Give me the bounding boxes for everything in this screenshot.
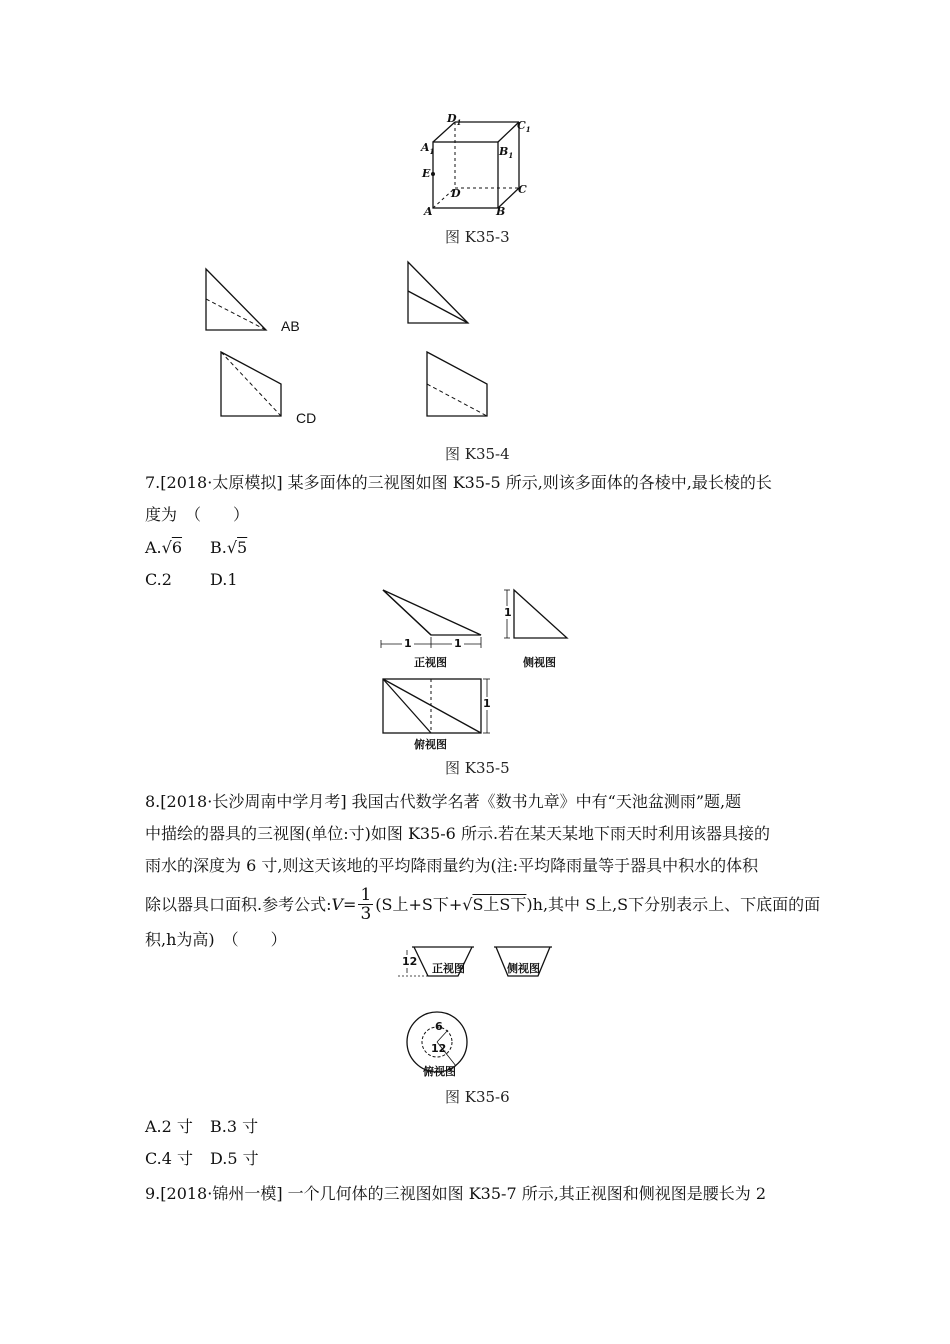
q8-option-d: D.5 寸 [210, 1149, 259, 1168]
label-front-view-6: 正视图 [432, 962, 465, 975]
q8-option-c: C.4 寸 [145, 1149, 194, 1168]
option-shape-b [402, 258, 477, 328]
q7-option-d: D.1 [210, 570, 238, 589]
q8-option-b: B.3 寸 [210, 1117, 259, 1136]
q8-line3: 雨水的深度为 6 寸,则这天该地的平均降雨量约为(注:平均降雨量等于器具中积水的体积 [145, 856, 759, 875]
label-a: A [424, 205, 433, 218]
dim-height-12: 12 [402, 955, 418, 968]
label-b: B [496, 205, 506, 218]
dim-front-2: 1 [454, 637, 462, 650]
label-c: C [518, 183, 527, 196]
label-top-view: 俯视图 [414, 738, 447, 751]
front-view-shape [383, 590, 481, 635]
dim-front-1: 1 [404, 637, 412, 650]
point-e [431, 172, 435, 176]
label-d1: $D_1$ [447, 112, 462, 128]
q8-option-a: A.2 寸 [145, 1117, 193, 1136]
option-shape-c [215, 348, 290, 420]
side-view-shape [514, 590, 567, 638]
caption-k35-4: 图 K35-4 [445, 445, 510, 463]
q7-option-a: A.√6 [145, 538, 183, 557]
label-a1: $A_1$ [421, 141, 435, 157]
option-shape-a [200, 265, 275, 335]
label-top-view-6: 俯视图 [423, 1065, 456, 1078]
label-b1: $B_1$ [499, 145, 514, 161]
q7-line2: 度为 （ ） [145, 505, 250, 524]
q8-line2: 中描绘的器具的三视图(单位:寸)如图 K35-6 所示.若在某天某地下雨天时利用该器具接的 [145, 824, 771, 843]
label-d: D [451, 187, 461, 200]
q7-option-c: C.2 [145, 570, 172, 589]
three-view-figure-k35-5 [375, 585, 575, 755]
q7-option-b: B.√5 [210, 538, 248, 557]
q8-line4: 除以器具口面积.参考公式: V= $\frac{1}{3}$ (S上+S下+ √ S上S下 )h,其中 S上,S下分别表示上、下底面的面 [145, 885, 821, 924]
label-c1: $C_1$ [517, 119, 531, 135]
q9-line1: 9.[2018·锦州一模] 一个几何体的三视图如图 K35-7 所示,其正视图和侧视图是腰长为 2 [145, 1184, 767, 1203]
label-side-view: 侧视图 [523, 656, 556, 669]
label-ab: AB [281, 318, 300, 334]
label-side-view-6: 侧视图 [507, 962, 540, 975]
cube-front-face [433, 142, 498, 208]
caption-k35-3: 图 K35-3 [445, 228, 510, 246]
dim-top-1: 1 [483, 697, 491, 710]
dim-radius-12: 12 [431, 1042, 447, 1055]
q8-line5: 积,h为高) （ ） [145, 930, 287, 949]
caption-k35-5: 图 K35-5 [445, 759, 510, 777]
label-e: E [422, 167, 431, 180]
option-shape-d [421, 348, 496, 420]
label-front-view: 正视图 [414, 656, 447, 669]
q8-line1: 8.[2018·长沙周南中学月考] 我国古代数学名著《数书九章》中有“天池盆测雨”题,题 [145, 792, 742, 811]
fraction-one-third: $\frac{1}{3}$ [360, 885, 372, 924]
q7-line1: 7.[2018·太原模拟] 某多面体的三视图如图 K35-5 所示,则该多面体的各棱中,最长棱的长 [145, 473, 772, 492]
dim-side-1: 1 [504, 606, 512, 619]
label-cd: CD [296, 410, 317, 426]
caption-k35-6: 图 K35-6 [445, 1088, 510, 1106]
dim-radius-6: 6 [435, 1020, 443, 1033]
